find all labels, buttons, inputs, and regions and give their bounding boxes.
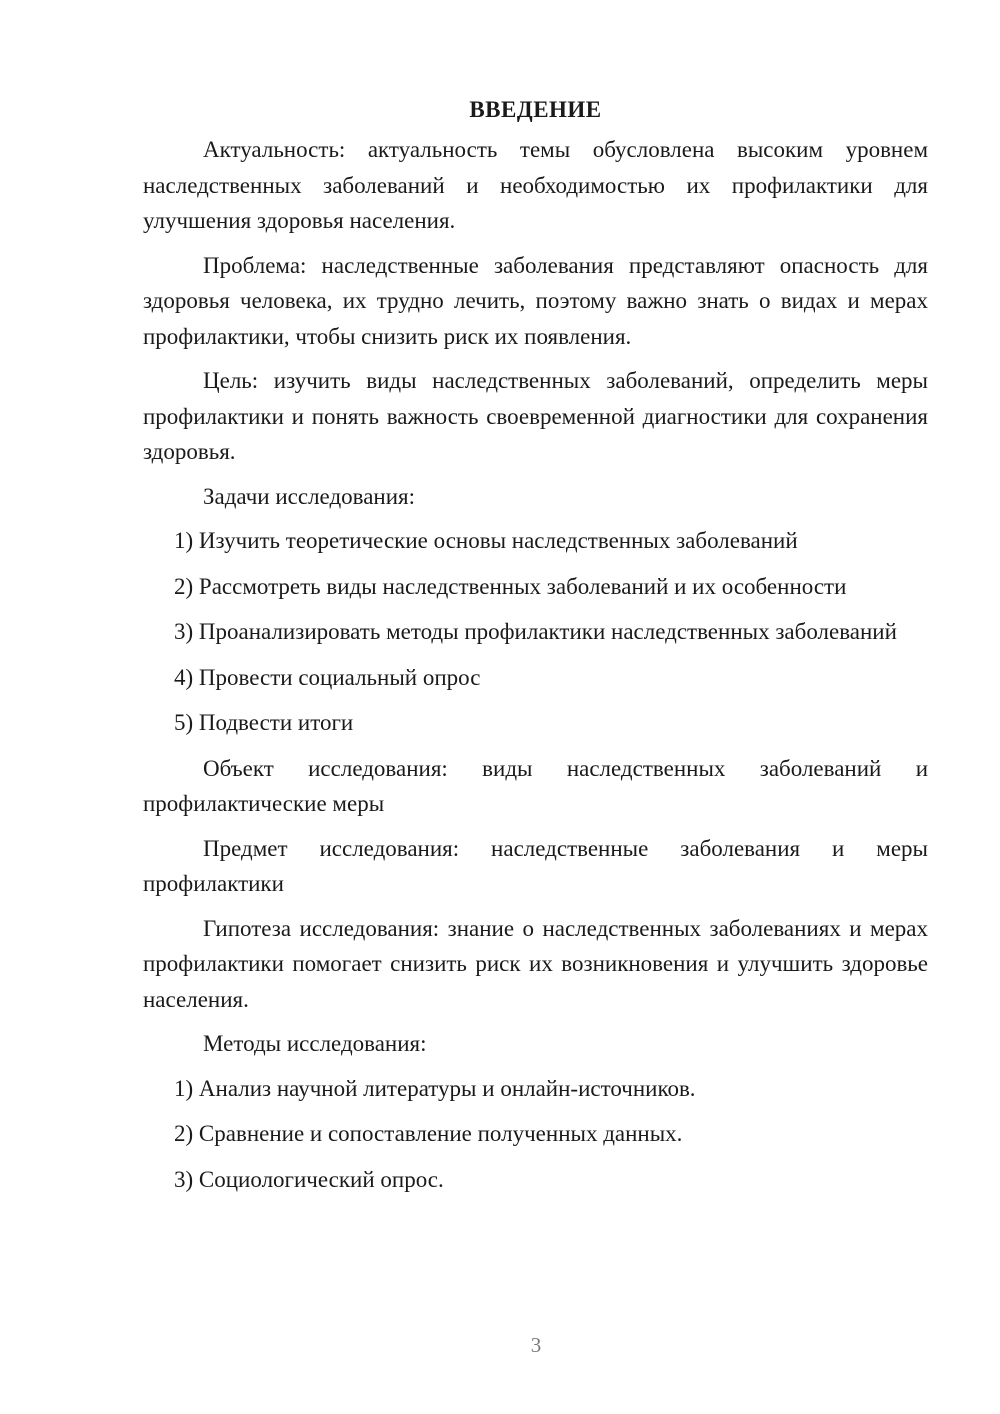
hypothesis-paragraph: Гипотеза исследования: знание о наследственных заболеваниях и мерах профилактики помогает снизить риск их возникновения и улучшить здоровье населения. <box>143 915 928 1012</box>
tasks-heading: Задачи исследования: <box>203 483 416 509</box>
method-item: 1) Анализ научной литературы и онлайн-источников. <box>174 1075 696 1101</box>
page-content <box>143 92 928 1207</box>
task-item: 1) Изучить теоретические основы наследственных заболеваний <box>174 528 798 553</box>
methods-heading: Методы исследования: <box>203 1031 427 1056</box>
section-title: ВВЕДЕНИЕ <box>469 97 602 122</box>
task-item: 4) Провести социальный опрос <box>174 664 481 690</box>
problem-paragraph: Проблема: наследственные заболевания представляют опасность для здоровья человека, их трудно лечить, поэтому важно знать о видах и мерах профилактики, чтобы снизить риск их появления. <box>143 252 928 349</box>
method-item: 3) Социологический опрос. <box>174 1166 444 1192</box>
object-paragraph: Объект исследования: виды наследственных заболеваний и профилактические меры <box>143 755 928 816</box>
relevance-paragraph: Актуальность: актуальность темы обусловлена высоким уровнем наследственных заболеваний и необходимостью их профилактики для улучшения здоровья населения. <box>143 137 928 233</box>
task-item: 2) Рассмотреть виды наследственных заболеваний и их особенности <box>174 573 847 599</box>
task-item: 5) Подвести итоги <box>174 710 354 735</box>
goal-paragraph: Цель: изучить виды наследственных заболеваний, определить меры профилактики и понять важность своевременной диагностики для сохранения здоровья. <box>143 368 928 464</box>
method-item: 2) Сравнение и сопоставление полученных данных. <box>174 1121 683 1146</box>
subject-paragraph: Предмет исследования: наследственные заболевания и меры профилактики <box>143 835 928 896</box>
page-number: 3 <box>530 1333 542 1357</box>
task-item: 3) Проанализировать методы профилактики наследственных заболеваний <box>174 619 897 644</box>
